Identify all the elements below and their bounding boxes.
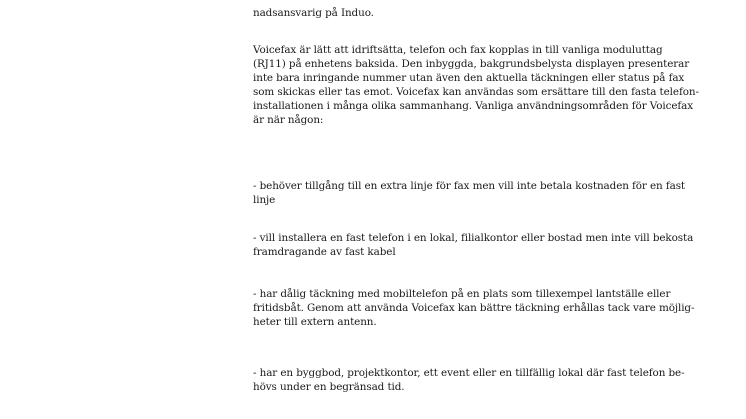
paragraph-intro-fragment — [253, 6, 374, 20]
text-line: Voicefax är lätt att idriftsätta, telefon och fax kopplas in till vanliga moduluttag — [253, 44, 663, 56]
list-item-temporary-site — [253, 366, 685, 394]
list-item-poor-coverage — [253, 287, 694, 329]
text-line: är när någon: — [253, 114, 324, 126]
text-line: - vill installera en fast telefon i en lokal, filialkontor eller bostad men inte vill bekosta — [253, 232, 694, 244]
text-line: - behöver tillgång till en extra linje för fax men vill inte betala kostnaden för en fast — [253, 180, 685, 192]
text-line: installationen i många olika sammanhang. Vanliga användningsområden för Voicefax — [253, 100, 693, 112]
text-line: - har dålig täckning med mobiltelefon på en plats som tillexempel lantställe eller — [253, 288, 671, 300]
text-line: - har en byggbod, projektkontor, ett event eller en tillfällig lokal där fast telefon be- — [253, 367, 685, 379]
text-line: heter till extern antenn. — [253, 316, 377, 328]
text-line: som skickas eller tas emot. Voicefax kan användas som ersättare till den fasta telefon- — [253, 86, 699, 98]
text-line: hövs under en begränsad tid. — [253, 381, 405, 393]
text-line: (RJ11) på enhetens baksida. Den inbyggda, bakgrundsbelysta displayen presenterar — [253, 58, 690, 70]
list-item-fixed-phone-install — [253, 231, 693, 259]
text-line: linje — [253, 194, 276, 206]
text-line: inte bara inringande nummer utan även den aktuella täckningen eller status på fax — [253, 72, 685, 84]
text-line: fritidsbåt. Genom att använda Voicefax kan bättre täckning erhållas tack vare möjlig- — [253, 302, 695, 314]
text-line: framdragande av fast kabel — [253, 246, 396, 258]
paragraph-voicefax-description — [253, 43, 699, 127]
list-item-extra-fax-line — [253, 179, 685, 207]
text-line: nadsansvarig på Induo. — [253, 7, 374, 19]
